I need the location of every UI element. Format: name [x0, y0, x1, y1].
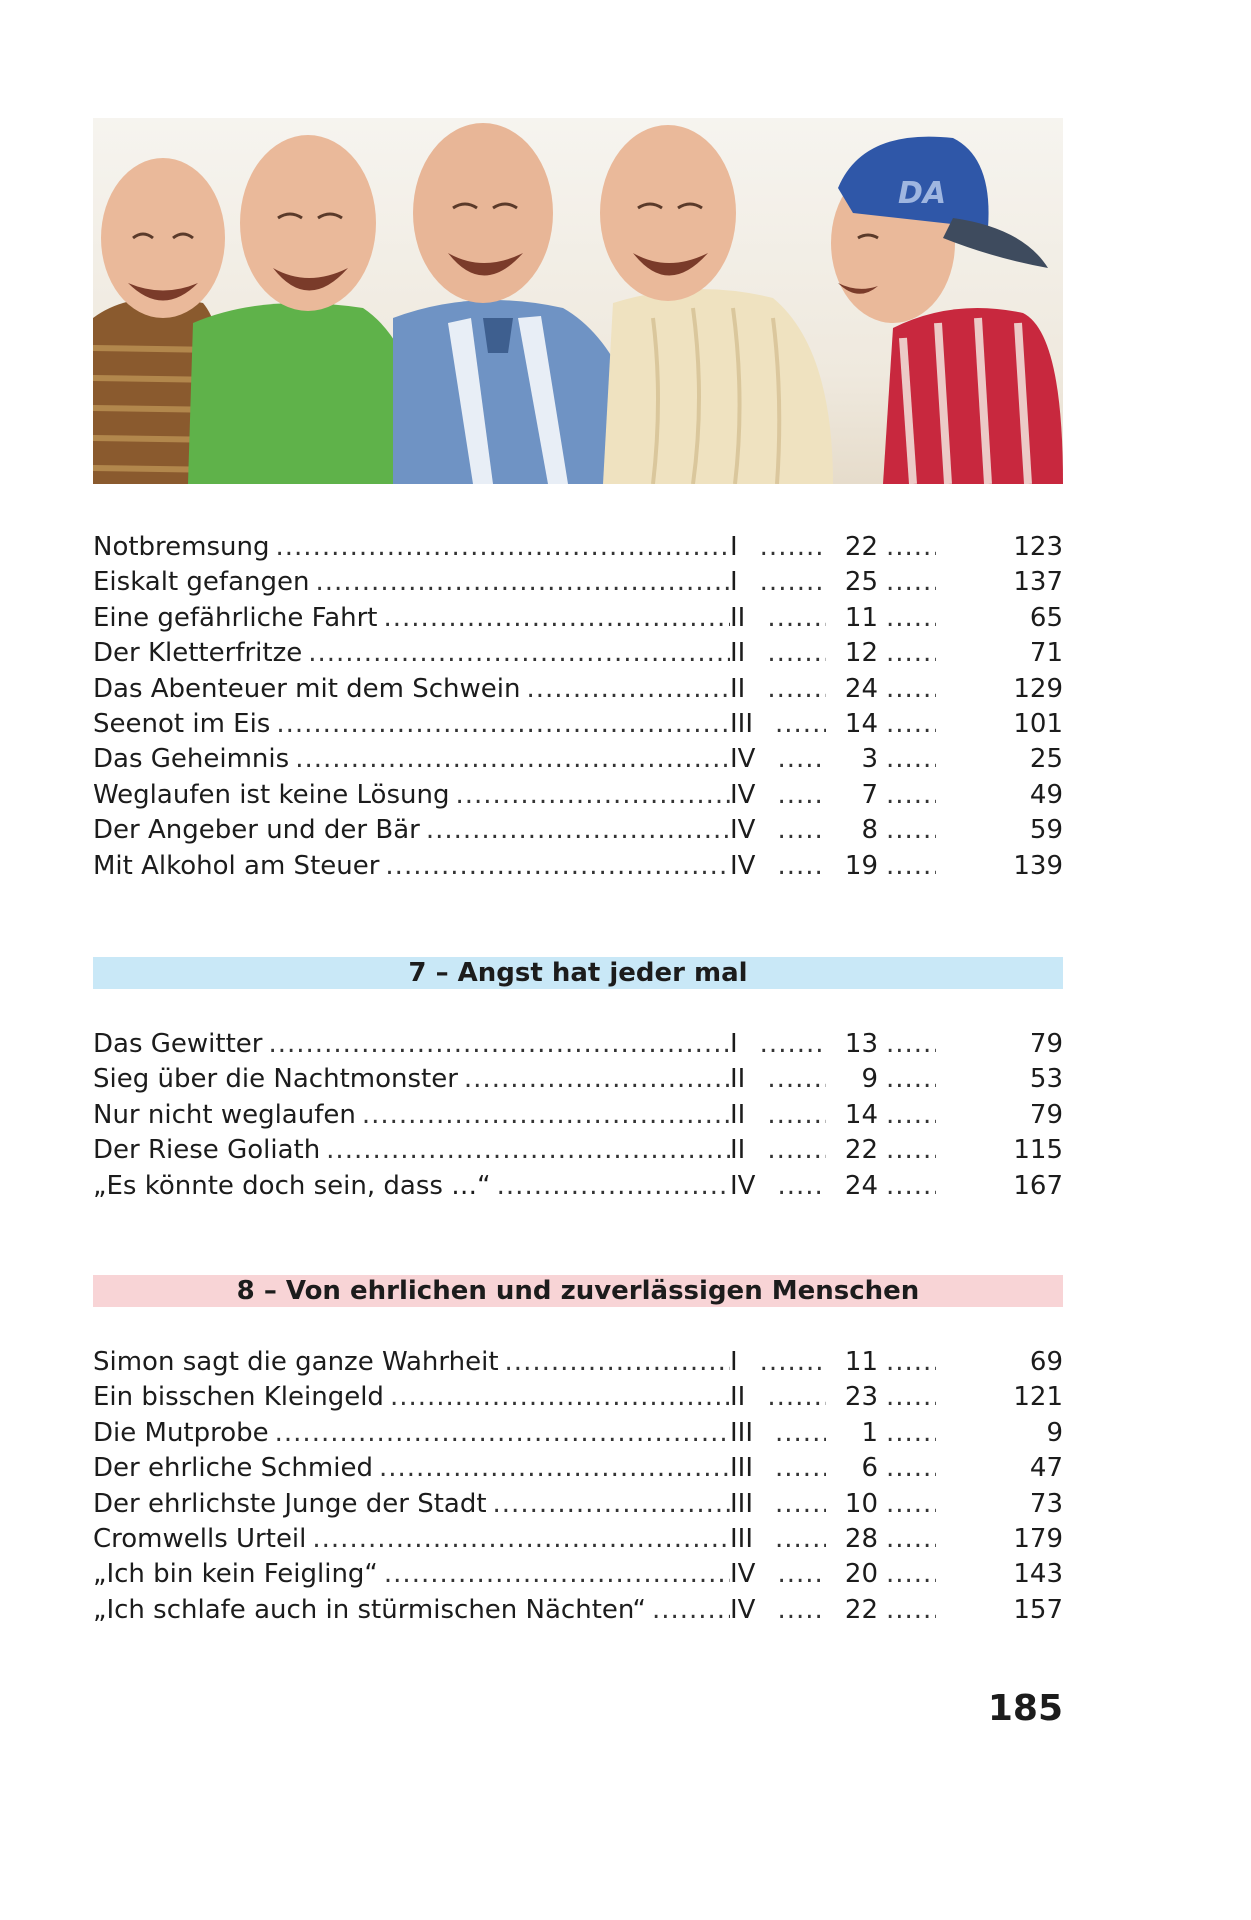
dot-leader — [878, 1133, 936, 1168]
entry-story-number: 20 — [844, 1559, 878, 1590]
toc-row[interactable] — [93, 1133, 1063, 1168]
entry-volume: IV — [730, 1170, 756, 1201]
entry-page: 179 — [1013, 1523, 1063, 1554]
entry-story-number: 22 — [844, 532, 878, 562]
entry-volume: IV — [730, 779, 756, 810]
entry-title: Cromwells Urteil — [93, 1523, 307, 1554]
entry-volume: IV — [730, 1559, 756, 1590]
entry-title: Sieg über die Nachtmonster — [93, 1064, 458, 1095]
entry-volume: III — [730, 1523, 754, 1554]
dot-leader — [878, 565, 936, 600]
entry-page: 79 — [1029, 1029, 1063, 1059]
entry-title: Der Kletterfritze — [93, 638, 303, 669]
dot-leader — [385, 849, 730, 884]
entry-title: Der ehrlichste Junge der Stadt — [93, 1488, 487, 1519]
entry-title: Eine gefährliche Fahrt — [93, 602, 378, 633]
entry-title: Weglaufen ist keine Lösung — [93, 779, 450, 810]
dot-leader — [384, 1557, 730, 1592]
dot-leader — [390, 1380, 730, 1415]
dot-leader — [493, 1487, 730, 1522]
entry-story-number: 11 — [844, 1347, 878, 1377]
dot-leader — [505, 1345, 730, 1380]
entry-story-number: 11 — [844, 602, 878, 633]
entry-page: 69 — [1029, 1347, 1063, 1377]
entry-page: 53 — [1029, 1064, 1063, 1095]
dot-leader — [878, 778, 936, 813]
dot-leader — [761, 778, 826, 813]
dot-leader — [751, 1380, 826, 1415]
entry-page: 73 — [1029, 1488, 1063, 1519]
entry-volume: II — [730, 1382, 746, 1413]
entry-page: 121 — [1013, 1382, 1063, 1413]
entry-title: Das Abenteuer mit dem Schwein — [93, 673, 521, 704]
entry-title: Seenot im Eis — [93, 708, 271, 739]
entry-story-number: 19 — [844, 850, 878, 881]
dot-leader — [751, 1098, 826, 1133]
dot-leader — [759, 1487, 826, 1522]
toc-row[interactable] — [93, 778, 1063, 813]
toc-row[interactable] — [93, 530, 1063, 565]
entry-story-number: 28 — [844, 1523, 878, 1554]
entry-page: 129 — [1013, 673, 1063, 704]
entry-title: Das Geheimnis — [93, 744, 290, 775]
entry-story-number: 9 — [861, 1064, 878, 1095]
entry-title: Ein bisschen Kleingeld — [93, 1382, 384, 1413]
entry-title: „Ich schlafe auch in stürmischen Nächten“ — [93, 1594, 646, 1625]
toc-row[interactable] — [93, 1169, 1063, 1204]
entry-volume: IV — [730, 850, 756, 881]
toc-row[interactable] — [93, 1451, 1063, 1486]
entry-story-number: 8 — [861, 815, 878, 846]
entry-volume: I — [730, 1029, 738, 1059]
entry-page: 59 — [1029, 815, 1063, 846]
entry-volume: III — [730, 1417, 754, 1448]
entry-page: 25 — [1029, 744, 1063, 775]
entry-title: Das Gewitter — [93, 1029, 263, 1059]
toc-row[interactable] — [93, 1027, 1063, 1062]
entry-title: Die Mutprobe — [93, 1417, 269, 1448]
toc-row[interactable] — [93, 636, 1063, 671]
entry-title: Nur nicht weglaufen — [93, 1099, 356, 1130]
toc-row[interactable] — [93, 1098, 1063, 1133]
dot-leader — [878, 1451, 936, 1486]
dot-leader — [527, 672, 731, 707]
entry-volume: II — [730, 638, 746, 669]
entry-title: Der Riese Goliath — [93, 1135, 321, 1166]
entry-page: 115 — [1013, 1135, 1063, 1166]
header-illustration — [93, 118, 1063, 484]
entry-volume: IV — [730, 815, 756, 846]
dot-leader — [276, 707, 730, 742]
entry-title: „Ich bin kein Feigling“ — [93, 1559, 378, 1590]
page-number: 185 — [987, 1688, 1063, 1729]
dot-leader — [464, 1062, 730, 1097]
dot-leader — [751, 601, 826, 636]
dot-leader — [878, 601, 936, 636]
dot-leader — [878, 849, 936, 884]
entry-story-number: 14 — [844, 1099, 878, 1130]
entry-volume: IV — [730, 1594, 756, 1625]
entry-page: 79 — [1029, 1099, 1063, 1130]
dot-leader — [761, 813, 826, 848]
dot-leader — [878, 1169, 936, 1204]
entry-story-number: 22 — [844, 1594, 878, 1625]
entry-volume: II — [730, 1099, 746, 1130]
dot-leader — [384, 601, 731, 636]
dot-leader — [455, 778, 730, 813]
entry-volume: II — [730, 673, 746, 704]
entry-story-number: 14 — [844, 708, 878, 739]
entry-volume: II — [730, 1064, 746, 1095]
dot-leader — [744, 1345, 826, 1380]
dot-leader — [761, 1169, 826, 1204]
toc-row[interactable] — [93, 672, 1063, 707]
dot-leader — [497, 1169, 730, 1204]
dot-leader — [362, 1098, 730, 1133]
entry-page: 47 — [1029, 1453, 1063, 1484]
dot-leader — [751, 1062, 826, 1097]
dot-leader — [878, 742, 936, 777]
entry-story-number: 7 — [861, 779, 878, 810]
entry-story-number: 24 — [844, 1170, 878, 1201]
entry-page: 65 — [1029, 602, 1063, 633]
dot-leader — [426, 813, 730, 848]
toc-row[interactable] — [93, 1487, 1063, 1522]
toc-row[interactable] — [93, 849, 1063, 884]
toc-row[interactable] — [93, 1557, 1063, 1592]
dot-leader — [878, 1557, 936, 1592]
entry-story-number: 10 — [844, 1488, 878, 1519]
dot-leader — [878, 1380, 936, 1415]
dot-leader — [878, 1062, 936, 1097]
dot-leader — [652, 1593, 730, 1628]
illustration-five-laughing-boys-icon — [93, 118, 1063, 484]
entry-story-number: 1 — [861, 1417, 878, 1448]
entry-page: 157 — [1013, 1594, 1063, 1625]
entry-story-number: 22 — [844, 1135, 878, 1166]
dot-leader — [761, 849, 826, 884]
entry-page: 139 — [1013, 850, 1063, 881]
entry-title: Notbremsung — [93, 532, 270, 562]
dot-leader — [759, 707, 826, 742]
dot-leader — [295, 742, 730, 777]
entry-volume: I — [730, 1347, 738, 1377]
toc-section-3 — [93, 1345, 1063, 1628]
entry-page: 167 — [1013, 1170, 1063, 1201]
dot-leader — [744, 565, 826, 600]
entry-title: Mit Alkohol am Steuer — [93, 850, 380, 881]
entry-page: 123 — [1013, 532, 1063, 562]
dot-leader — [878, 636, 936, 671]
entry-volume: III — [730, 1488, 754, 1519]
entry-story-number: 12 — [844, 638, 878, 669]
entry-story-number: 13 — [844, 1029, 878, 1059]
dot-leader — [326, 1133, 730, 1168]
dot-leader — [751, 672, 826, 707]
entry-page: 137 — [1013, 567, 1063, 598]
dot-leader — [878, 672, 936, 707]
dot-leader — [759, 1522, 826, 1557]
toc-section-2 — [93, 1027, 1063, 1204]
dot-leader — [878, 1522, 936, 1557]
dot-leader — [268, 1027, 730, 1062]
dot-leader — [761, 1593, 826, 1628]
entry-volume: II — [730, 602, 746, 633]
toc-row[interactable] — [93, 565, 1063, 600]
entry-volume: II — [730, 1135, 746, 1166]
dot-leader — [751, 636, 826, 671]
toc-row[interactable] — [93, 1416, 1063, 1451]
toc-row[interactable] — [93, 813, 1063, 848]
entry-page: 9 — [1046, 1417, 1063, 1448]
dot-leader — [761, 1557, 826, 1592]
dot-leader — [315, 565, 730, 600]
dot-leader — [878, 1593, 936, 1628]
dot-leader — [275, 1416, 730, 1451]
entry-volume: III — [730, 708, 754, 739]
entry-page: 143 — [1013, 1559, 1063, 1590]
dot-leader — [312, 1522, 730, 1557]
dot-leader — [379, 1451, 730, 1486]
entry-title: Eiskalt gefangen — [93, 567, 310, 598]
dot-leader — [878, 1416, 936, 1451]
dot-leader — [759, 1451, 826, 1486]
entry-title: Der Angeber und der Bär — [93, 815, 420, 846]
toc-row[interactable] — [93, 742, 1063, 777]
entry-page: 101 — [1013, 708, 1063, 739]
dot-leader — [744, 530, 826, 565]
toc-section-1 — [93, 530, 1063, 884]
entry-title: Der ehrliche Schmied — [93, 1453, 373, 1484]
toc-row[interactable] — [93, 1380, 1063, 1415]
toc-row[interactable] — [93, 1522, 1063, 1557]
dot-leader — [751, 1133, 826, 1168]
entry-story-number: 25 — [844, 567, 878, 598]
dot-leader — [308, 636, 730, 671]
section-heading-ehrlich: 8 – Von ehrlichen und zuverlässigen Menschen — [93, 1275, 1063, 1307]
entry-story-number: 6 — [861, 1453, 878, 1484]
entry-story-number: 23 — [844, 1382, 878, 1413]
dot-leader — [878, 813, 936, 848]
section-heading-angst: 7 – Angst hat jeder mal — [93, 957, 1063, 989]
entry-volume: III — [730, 1453, 754, 1484]
dot-leader — [878, 1345, 936, 1380]
toc-row[interactable] — [93, 1593, 1063, 1628]
entry-volume: I — [730, 532, 738, 562]
dot-leader — [761, 742, 826, 777]
svg-text:DA: DA — [898, 176, 947, 211]
entry-title: Simon sagt die ganze Wahrheit — [93, 1347, 499, 1377]
entry-title: „Es könnte doch sein, dass …“ — [93, 1170, 491, 1201]
entry-story-number: 3 — [861, 744, 878, 775]
dot-leader — [276, 530, 730, 565]
entry-page: 49 — [1029, 779, 1063, 810]
entry-volume: IV — [730, 744, 756, 775]
dot-leader — [759, 1416, 826, 1451]
toc-row[interactable] — [93, 1345, 1063, 1380]
toc-row[interactable] — [93, 707, 1063, 742]
toc-row[interactable] — [93, 601, 1063, 636]
dot-leader — [744, 1027, 826, 1062]
toc-row[interactable] — [93, 1062, 1063, 1097]
dot-leader — [878, 1487, 936, 1522]
dot-leader — [878, 1027, 936, 1062]
entry-story-number: 24 — [844, 673, 878, 704]
entry-volume: I — [730, 567, 738, 598]
entry-page: 71 — [1029, 638, 1063, 669]
dot-leader — [878, 530, 936, 565]
dot-leader — [878, 1098, 936, 1133]
dot-leader — [878, 707, 936, 742]
